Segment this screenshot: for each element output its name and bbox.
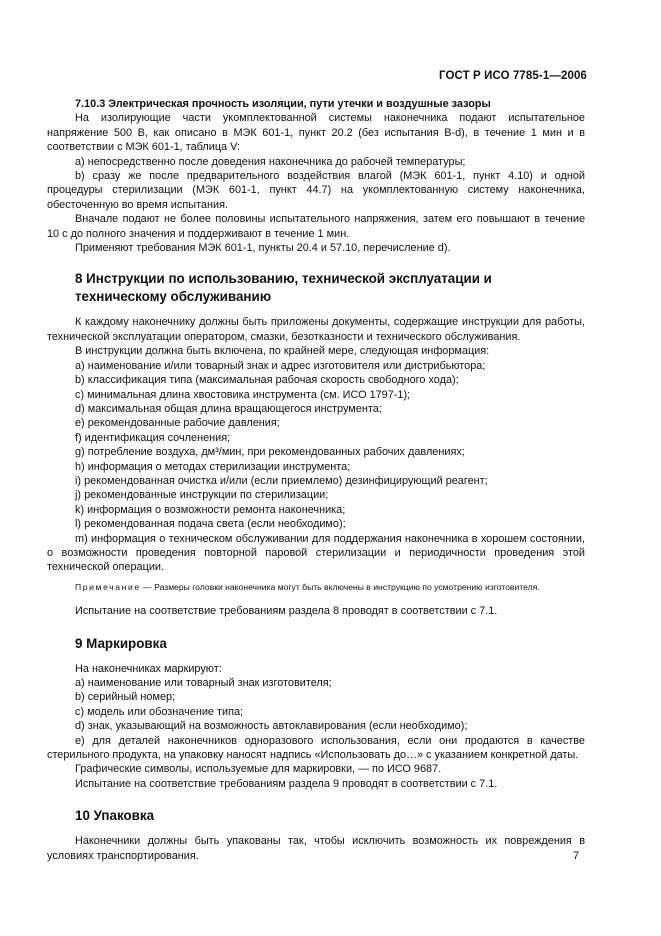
list-item: c) модель или обозначение типа; [75,705,244,718]
section-10-paragraph-1: Наконечники должны быть упакованы так, чтобы исключить возможность их повреждения в условиях транспортирования. [47,835,585,862]
section-8-paragraph-3: Испытание на соответствие требованиям раздела 8 проводят в соответствии с 7.1. [75,605,498,618]
page-number: 7 [573,850,580,862]
section-7-10-3-title: 7.10.3 Электрическая прочность изоляции, пути утечки и воздушные зазоры [75,98,491,110]
list-item: d) знак, указывающий на возможность автоклавирования (если необходимо); [75,720,468,733]
list-item: g) потребление воздуха, дм³/мин, при рекомендованных рабочих давлениях; [75,446,465,459]
section-7-10-3-item-a: a) непосредственно после доведения наконечника до рабочей температуры; [75,155,466,168]
list-item: a) наименование и/или товарный знак и адрес изготовителя или дистрибьютора; [75,359,486,372]
section-8-heading-line-1: 8 Инструкции по использованию, технической эксплуатации и [75,271,492,287]
list-item: a) наименование или товарный знак изготовителя; [75,677,332,689]
list-item: e) для деталей наконечников одноразового использования, если они продаются в качестве стерильного продукта, на упаковку наносят надпись «Использовать до…» с указанием конкретной даты. [47,734,585,762]
list-item: k) информация о возможности ремонта наконечника; [75,503,346,516]
page-content [47,97,585,863]
section-9-list [47,676,585,762]
list-item: d) максимальная общая длина вращающегося инструмента; [75,402,382,415]
list-item: b) классификация типа (максимальная рабочая скорость свободного хода); [75,374,459,387]
section-7-10-3-item-b: b) сразу же после предварительного воздействия влагой (МЭК 601-1, пункт 4.10) и одной процедуры стерилизации (МЭК 601-1, пункт 44.7) на укомплектованную систему наконечника, обесточенную во время испытания. [47,170,585,211]
section-7-10-3-paragraph-1: На изолирующие части укомплектованной системы наконечника подают испытательное напряжение 500 В, как описано в МЭК 601-1, пункт 20.2 (без испытания В-d), в течение 1 мин и в соответствии с МЭК 601-1, таблица V: [47,112,585,154]
document-code-header: ГОСТ Р ИСО 7785-1—2006 [439,70,587,82]
section-9-paragraph-1: На наконечниках маркируют: [75,662,222,675]
section-7-10-3-paragraph-3: Применяют требования МЭК 601-1, пункты 20.4 и 57.10, перечисление d). [75,242,451,255]
section-9-paragraph-2: Графические символы, используемые для маркировки, — по ИСО 9687. [75,763,442,776]
section-8-heading [47,270,585,306]
section-8-paragraph-2: В инструкции должна быть включена, по крайней мере, следующая информация: [75,345,490,358]
section-9-heading: 9 Маркировка [75,635,167,651]
note-text: — Размеры головки наконечника могут быть включены в инструкцию по усмотрению изготовителя. [140,581,540,592]
section-9-paragraph-3: Испытание на соответствие требованиям раздела 9 проводят в соответствии с 7.1. [75,777,498,790]
list-item: i) рекомендованная очистка и/или (если приемлемо) дезинфицирующий реагент; [75,474,488,487]
list-item: l) рекомендованная подача света (если необходимо); [75,518,346,531]
list-item: e) рекомендованные рабочие давления; [75,417,280,430]
list-item: m) информация о техническом обслуживании для поддержания наконечника в хорошем состоянии, о возможности проведения повторной паровой стерилизации и периодичности проведения этой технической операции. [47,532,585,574]
section-8-heading-line-2: техническому обслуживанию [75,289,272,305]
section-7-10-3-paragraph-2: Вначале подают не более половины испытательного напряжения, затем его повышают в течение 10 с до полного значения и поддерживают в течение 1 мин. [47,213,585,240]
section-8-note [47,581,585,593]
section-10-heading: 10 Упаковка [75,808,155,824]
note-label: Примечание [75,581,141,592]
list-item: c) минимальная длина хвостовика инструмента (см. ИСО 1797-1); [75,388,411,401]
list-item: h) информация о методах стерилизации инструмента; [75,460,351,473]
section-8-paragraph-1: К каждому наконечнику должны быть приложены документы, содержащие инструкции для работы, технической эксплуатации оператором, смазки, безотказности и технического обслуживания. [47,316,585,343]
list-item: f) идентификация сочленения; [75,431,231,444]
list-item: b) серийный номер; [75,691,176,704]
section-8-list [47,359,585,575]
list-item: j) рекомендованные инструкции по стерилизации; [75,489,329,502]
